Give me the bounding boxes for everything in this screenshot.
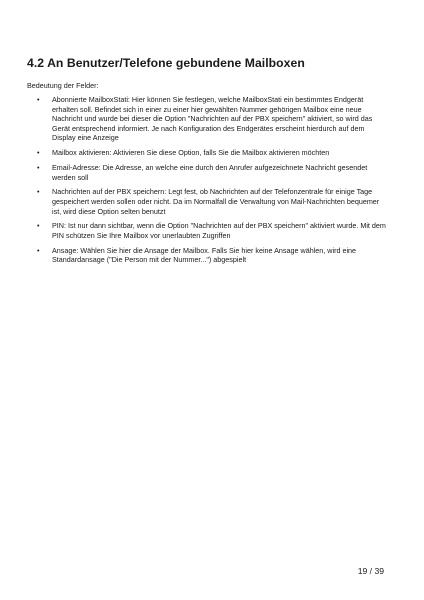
bullet-icon: •	[37, 162, 40, 172]
list-item-text: Email-Adresse: Die Adresse, an welche eine durch den Anrufer aufgezeichnete Nachricht gesendet werden soll	[52, 162, 368, 182]
list-item	[27, 148, 387, 158]
bullet-icon: •	[37, 187, 40, 197]
list-item-text: Ansage: Wählen Sie hier die Ansage der Mailbox. Falls Sie hier keine Ansage wählen, wird eine Standardansage ("Die Person mit der Nummer...") abgespielt	[52, 245, 357, 265]
page-number: 19 / 39	[357, 566, 384, 576]
list-item-text: Mailbox aktivieren: Aktivieren Sie diese Option, falls Sie die Mailbox aktivieren möchten	[52, 148, 330, 158]
list-item	[27, 187, 387, 216]
list-item	[27, 246, 387, 265]
bullet-icon: •	[37, 221, 40, 231]
section-heading: 4.2 An Benutzer/Telefone gebundene Mailboxen	[27, 56, 305, 70]
list-item	[27, 163, 387, 182]
list-item	[27, 95, 387, 143]
list-item-text: Nachrichten auf der PBX speichern: Legt fest, ob Nachrichten auf der Telefonzentrale für einige Tage gespeichert werden sollen oder nicht. Da im Normalfall die Verwaltung von Mail-Nachrichten bequemer ist, wird diese Option selten benutzt	[52, 187, 380, 216]
list-item	[27, 221, 387, 240]
intro-text: Bedeutung der Felder:	[27, 81, 99, 90]
bullet-icon: •	[37, 95, 40, 104]
bullet-icon: •	[37, 148, 40, 158]
list-item-text: Abonnierte MailboxStati: Hier können Sie festlegen, welche MailboxStati ein bestimmtes Endgerät erhalten soll. Befindet sich in einer zu einer hier gewählten Nummer gehörigen Mailbox eine neue Nachricht und wurde bei dieser die Option "Nachrichten auf der PBX speichern" aktiviert, so wird das Gerät entsprechend informiert. Je nach Konfiguration des Endgerätes erscheint hierdurch auf dem Display eine Anzeige	[52, 95, 373, 143]
list-item-text: PIN: Ist nur dann sichtbar, wenn die Option "Nachrichten auf der PBX speichern" aktiviert wurde. Mit dem PIN schützen Sie Ihre Mailbox vor unerlaubten Zugriffen	[52, 221, 386, 240]
bullet-icon: •	[37, 245, 40, 255]
field-list	[27, 95, 387, 270]
